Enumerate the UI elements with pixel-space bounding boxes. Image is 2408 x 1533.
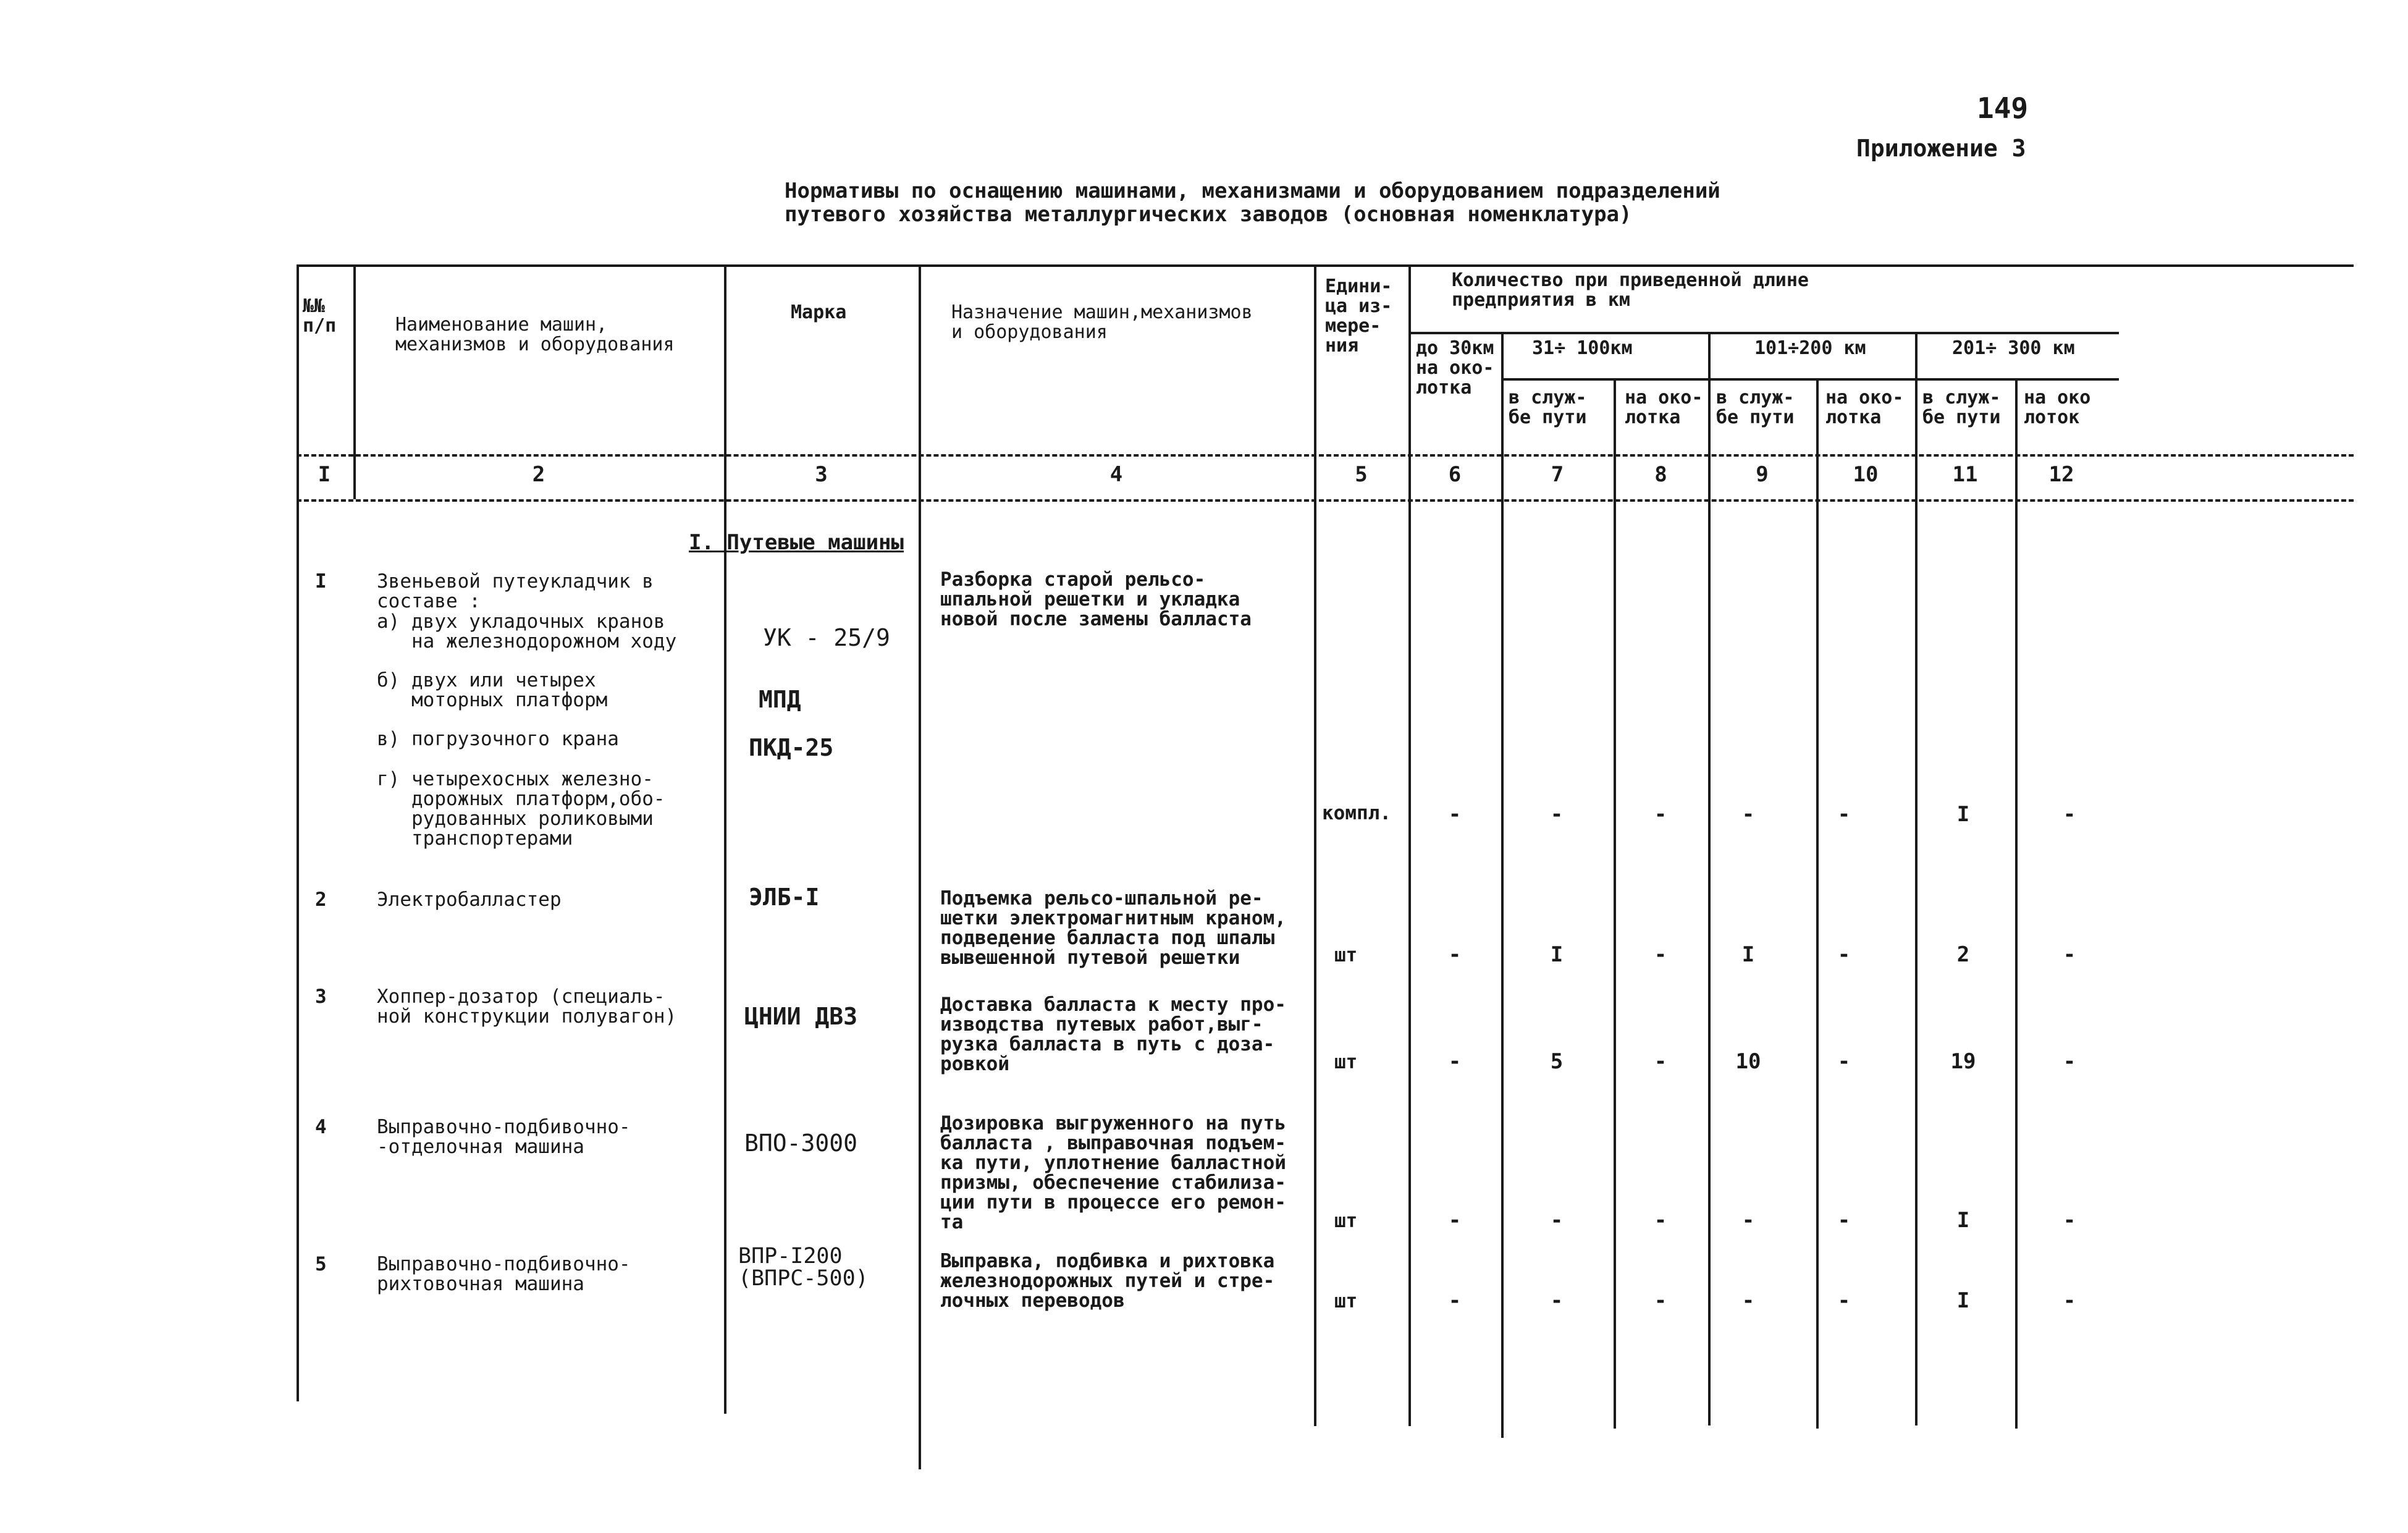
row-qty: - [1550,802,1564,827]
column-number: 8 [1654,462,1667,487]
row-mark: ЭЛБ-I [749,884,820,911]
row-qty: - [1550,1208,1564,1233]
page-number: 149 [1977,91,2029,125]
header-purpose: Назначение машин,механизмов и оборудования [951,302,1253,343]
row-mark: ВПО-3000 [744,1130,858,1157]
row-qty: - [1837,802,1851,827]
header-sub-track-1: в служ- бе пути [1509,387,1587,428]
row-unit: шт [1334,944,1358,966]
row-qty: 2 [1956,942,1970,967]
row-qty: - [1837,1208,1851,1233]
row-mark: ВПР-I200 (ВПРС-500) [738,1244,869,1291]
row-name: Выправочно-подбивочно- рихтовочная машина [377,1253,631,1295]
column-number: 7 [1551,462,1564,487]
row-qty: 10 [1735,1049,1761,1074]
row-mark: ЦНИИ ДВЗ [744,1003,858,1030]
row-qty: - [1837,942,1851,967]
header-sub-plot-1: на око- лотка [1625,387,1703,428]
column-number: I [318,462,331,487]
header-qty-upto30: до 30км на око- лотка [1416,337,1494,399]
row-name: Выправочно-подбивочно- -отделочная машина [377,1116,631,1158]
row-qty: - [1448,1208,1462,1233]
header-sub-track-3: в служ- бе пути [1922,387,2001,428]
row-qty: - [2063,1288,2076,1313]
column-number: 5 [1355,462,1368,487]
row-qty: - [1654,1049,1667,1074]
row-qty: - [1741,802,1755,827]
row-name-component: в) погрузочного крана [377,728,619,750]
header-sub-plot-2: на око- лотка [1825,387,1904,428]
header-qty-201-300: 201÷ 300 км [1952,337,2075,359]
row-purpose: Разборка старой рельсо- шпальной решетки и укладка новой после замены балласта [940,568,1252,630]
row-name-component: б) двух или четырех моторных платформ [377,669,608,711]
document-title: Нормативы по оснащению машинами, механизмами и оборудованием подразделений путевого хозяйства металлургических заводов (основная номенклатура) [785,179,1720,227]
header-sub-track-2: в служ- бе пути [1716,387,1795,428]
row-qty: - [1654,942,1667,967]
row-qty: I [1956,1288,1970,1313]
row-qty: I [1956,802,1970,827]
row-number: I [315,570,327,593]
row-qty: - [2063,1208,2076,1233]
row-unit: шт [1334,1210,1358,1232]
row-mark: УК - 25/9 [763,624,890,651]
column-number: 6 [1448,462,1462,487]
row-name: Звеньевой путеукладчик в составе : [377,570,654,612]
column-number: 3 [815,462,828,487]
header-name: Наименование машин, механизмов и оборудования [395,314,675,355]
row-number: 2 [315,889,327,911]
header-qty-group: Количество при приведенной длине предприятия в км [1452,269,1809,311]
row-qty: - [1448,942,1462,967]
row-number: 5 [315,1253,327,1275]
row-unit: шт [1334,1051,1358,1073]
row-qty: - [1448,802,1462,827]
row-purpose: Подъемка рельсо-шпальной ре- шетки электромагнитным краном, подведение балласта под шпалы вывешенной путевой решетки [940,887,1286,969]
row-mark: ПКД-25 [749,734,834,761]
column-number: 10 [1853,462,1879,487]
header-sub-plot-3: на око лоток [2024,387,2091,428]
header-qty-101-200: 101÷200 км [1754,337,1866,359]
row-purpose: Дозировка выгруженного на путь балласта , выправочная подъем- ка пути, уплотнение балластной призмы, обеспечение стабилиза- ции пути в процессе его ремон- та [940,1112,1286,1233]
header-mark: Марка [791,302,847,323]
appendix-label: Приложение 3 [1856,135,2026,162]
row-qty: - [2063,1049,2076,1074]
row-qty: - [1550,1288,1564,1313]
row-name: Хоппер-дозатор (специаль- ной конструкции полувагон) [377,986,677,1028]
row-qty: - [1654,802,1667,827]
column-number: 2 [532,462,545,487]
row-name-component: г) четырехосных железно- дорожных платформ,обо- рудованных роликовыми транспортерами [377,768,665,850]
row-purpose: Доставка балласта к месту про- изводства путевых работ,выг- рузка балласта в путь с доза- ровкой [940,994,1286,1075]
row-name: Электробалластер [377,889,562,911]
row-qty: - [1654,1288,1667,1313]
row-unit: шт [1334,1290,1358,1312]
column-number: 4 [1109,462,1123,487]
row-purpose: Выправка, подбивка и рихтовка железнодорожных путей и стре- лочных переводов [940,1250,1275,1312]
row-qty: - [1837,1049,1851,1074]
row-qty: 5 [1550,1049,1564,1074]
row-qty: - [1837,1288,1851,1313]
column-number: 12 [2048,462,2074,487]
row-qty: - [1741,1288,1755,1313]
section-title: I. Путевые машины [689,530,904,555]
column-number: 11 [1952,462,1978,487]
row-number: 3 [315,986,327,1008]
header-no: №№ п/п [303,295,337,337]
row-qty: I [1741,942,1755,967]
row-qty: I [1550,942,1564,967]
row-qty: - [1448,1049,1462,1074]
header-qty-31-100: 31÷ 100км [1532,337,1633,359]
row-qty: - [1448,1288,1462,1313]
row-qty: - [1654,1208,1667,1233]
row-qty: - [1741,1208,1755,1233]
header-unit: Едини- ца из- мере- ния [1325,276,1392,357]
row-number: 4 [315,1116,327,1138]
row-qty: I [1956,1208,1970,1233]
row-name-component: а) двух укладочных кранов на железнодорожном ходу [377,610,677,652]
row-unit: компл. [1322,802,1391,824]
column-number: 9 [1756,462,1769,487]
row-qty: 19 [1950,1049,1976,1074]
row-mark: МПД [759,686,801,713]
row-qty: - [2063,942,2076,967]
row-qty: - [2063,802,2076,827]
